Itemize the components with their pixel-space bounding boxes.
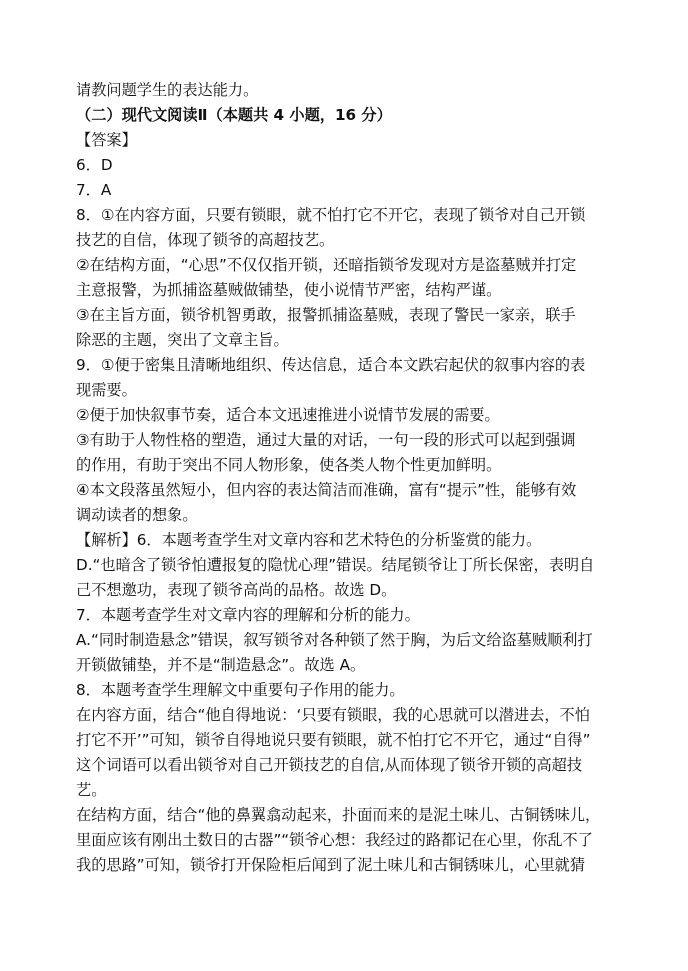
text-line: 9．①便于密集且清晰地组织、传达信息，适合本文跌宕起伏的叙事内容的表 bbox=[76, 356, 586, 374]
text-line: 调动读者的想象。 bbox=[76, 506, 198, 524]
text-line: A.“同时制造悬念”错误，叙写锁爷对各种锁了然于胸，为后文给盗墓贼顺利打 bbox=[76, 631, 593, 649]
text-line: 7．本题考查学生对文章内容的理解和分析的能力。 bbox=[76, 606, 420, 624]
text-line: 请教问题学生的表达能力。 bbox=[76, 81, 259, 99]
text-line: 打它不开’”可知，锁爷自得地说只要有锁眼，就不怕打它不开它，通过“自得” bbox=[76, 731, 591, 749]
text-line: ②在结构方面，“心思”不仅仅指开锁，还暗指锁爷发现对方是盗墓贼并打定 bbox=[76, 256, 577, 274]
text-line: 技艺的自信，体现了锁爷的高超技艺。 bbox=[76, 231, 335, 249]
text-line: 8．本题考查学生理解文中重要句子作用的能力。 bbox=[76, 681, 405, 699]
text-line: 己不想邀功，表现了锁爷高尚的品格。故选 D。 bbox=[76, 581, 397, 599]
text-line: 除恶的主题，突出了文章主旨。 bbox=[76, 331, 289, 349]
text-line: ②便于加快叙事节奏，适合本文迅速推进小说情节发展的需要。 bbox=[76, 406, 500, 424]
text-line: 在内容方面，结合“他自得地说：‘只要有锁眼，我的心思就可以潜进去，不怕 bbox=[76, 706, 590, 724]
text-line: ④本文段落虽然短小，但内容的表达简洁而准确，富有“提示”性，能够有效 bbox=[76, 481, 577, 499]
text-line: 在结构方面，结合“他的鼻翼翕动起来，扑面而来的是泥土味儿、古铜锈味儿， bbox=[76, 806, 601, 824]
text-line: 主意报警，为抓捕盗墓贼做铺垫，使小说情节严密，结构严谨。 bbox=[76, 281, 502, 299]
text-line: 现需要。 bbox=[76, 381, 137, 399]
text-line: D.“也暗含了锁爷怕遭报复的隐忧心理”错误。结尾锁爷让丁所长保密，表明自 bbox=[76, 556, 595, 574]
text-line: 这个词语可以看出锁爷对自己开锁技艺的自信,从而体现了锁爷开锁的高超技 bbox=[76, 756, 583, 774]
text-line: 开锁做铺垫，并不是“制造悬念”。故选 A。 bbox=[76, 656, 366, 674]
text-line: 【答案】 bbox=[76, 131, 137, 149]
text-line: 我的思路”可知，锁爷打开保险柜后闻到了泥土味儿和古铜锈味儿，心里就猜 bbox=[76, 856, 586, 874]
text-line: 艺。 bbox=[76, 781, 107, 799]
text-line: 里面应该有刚出土数日的古器”“锁爷心想：我经过的路都记在心里，你乱不了 bbox=[76, 831, 593, 849]
text-line: ③有助于人物性格的塑造，通过大量的对话，一句一段的形式可以起到强调 bbox=[76, 431, 576, 449]
text-line: ③在主旨方面，锁爷机智勇敢，报警抓捕盗墓贼，表现了警民一家亲，联手 bbox=[76, 306, 576, 324]
text-line: 7．A bbox=[76, 181, 112, 199]
section-heading: （二）现代文阅读Ⅱ（本题共 4 小题，16 分） bbox=[76, 106, 392, 124]
text-line: 6．D bbox=[76, 156, 113, 174]
text-line: 8．①在内容方面，只要有锁眼，就不怕打它不开它，表现了锁爷对自己开锁 bbox=[76, 206, 586, 224]
text-line: 的作用，有助于突出不同人物形象，使各类人物个性更加鲜明。 bbox=[76, 456, 502, 474]
text-line: 【解析】6．本题考查学生对文章内容和艺术特色的分析鉴赏的能力。 bbox=[76, 531, 542, 549]
